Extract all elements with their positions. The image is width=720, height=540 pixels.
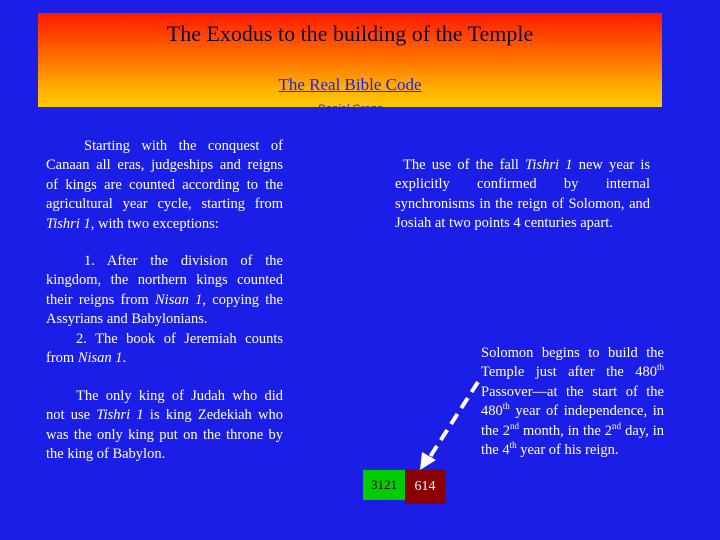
left-paragraph-exceptions: 1. After the division of the kingdom, the northern kings counted their reigns from Nisan 1, copying the Assyrians and Babylonians. 2. The book of Jeremiah counts from Nisan 1. [46, 253, 283, 367]
subtitle-link[interactable]: The Real Bible Code [278, 75, 422, 94]
right-paragraph-solomon: Solomon begins to build the Temple just after the 480th Passover—at the start of the 480th year of independence, in the 2nd month, in the 2nd day, in the 4th year of his reign. [481, 345, 664, 459]
left-paragraph-conquest: Starting with the conquest of Canaan all eras, judgeships and reigns of kings are counted according to the agricultural year cycle, starting from Tishri 1, with two exceptions: [46, 138, 283, 232]
year-box-3121: 3121 [363, 470, 405, 500]
left-paragraph-zedekiah: The only king of Judah who did not use Tishri 1 is king Zedekiah who was the only king put on the throne by the king of Babylon. [46, 388, 283, 463]
right-paragraph-tishri: The use of the fall Tishri 1 new year is explicitly confirmed by internal synchronisms in the reign of Solomon, and Josiah at two points 4 centuries apart. [395, 157, 650, 232]
author-link[interactable]: Daniel Gregg [317, 103, 383, 115]
year-box-614: 614 [405, 470, 445, 504]
title-banner [38, 13, 662, 115]
slide-title: The Exodus to the building of the Temple [166, 21, 534, 46]
